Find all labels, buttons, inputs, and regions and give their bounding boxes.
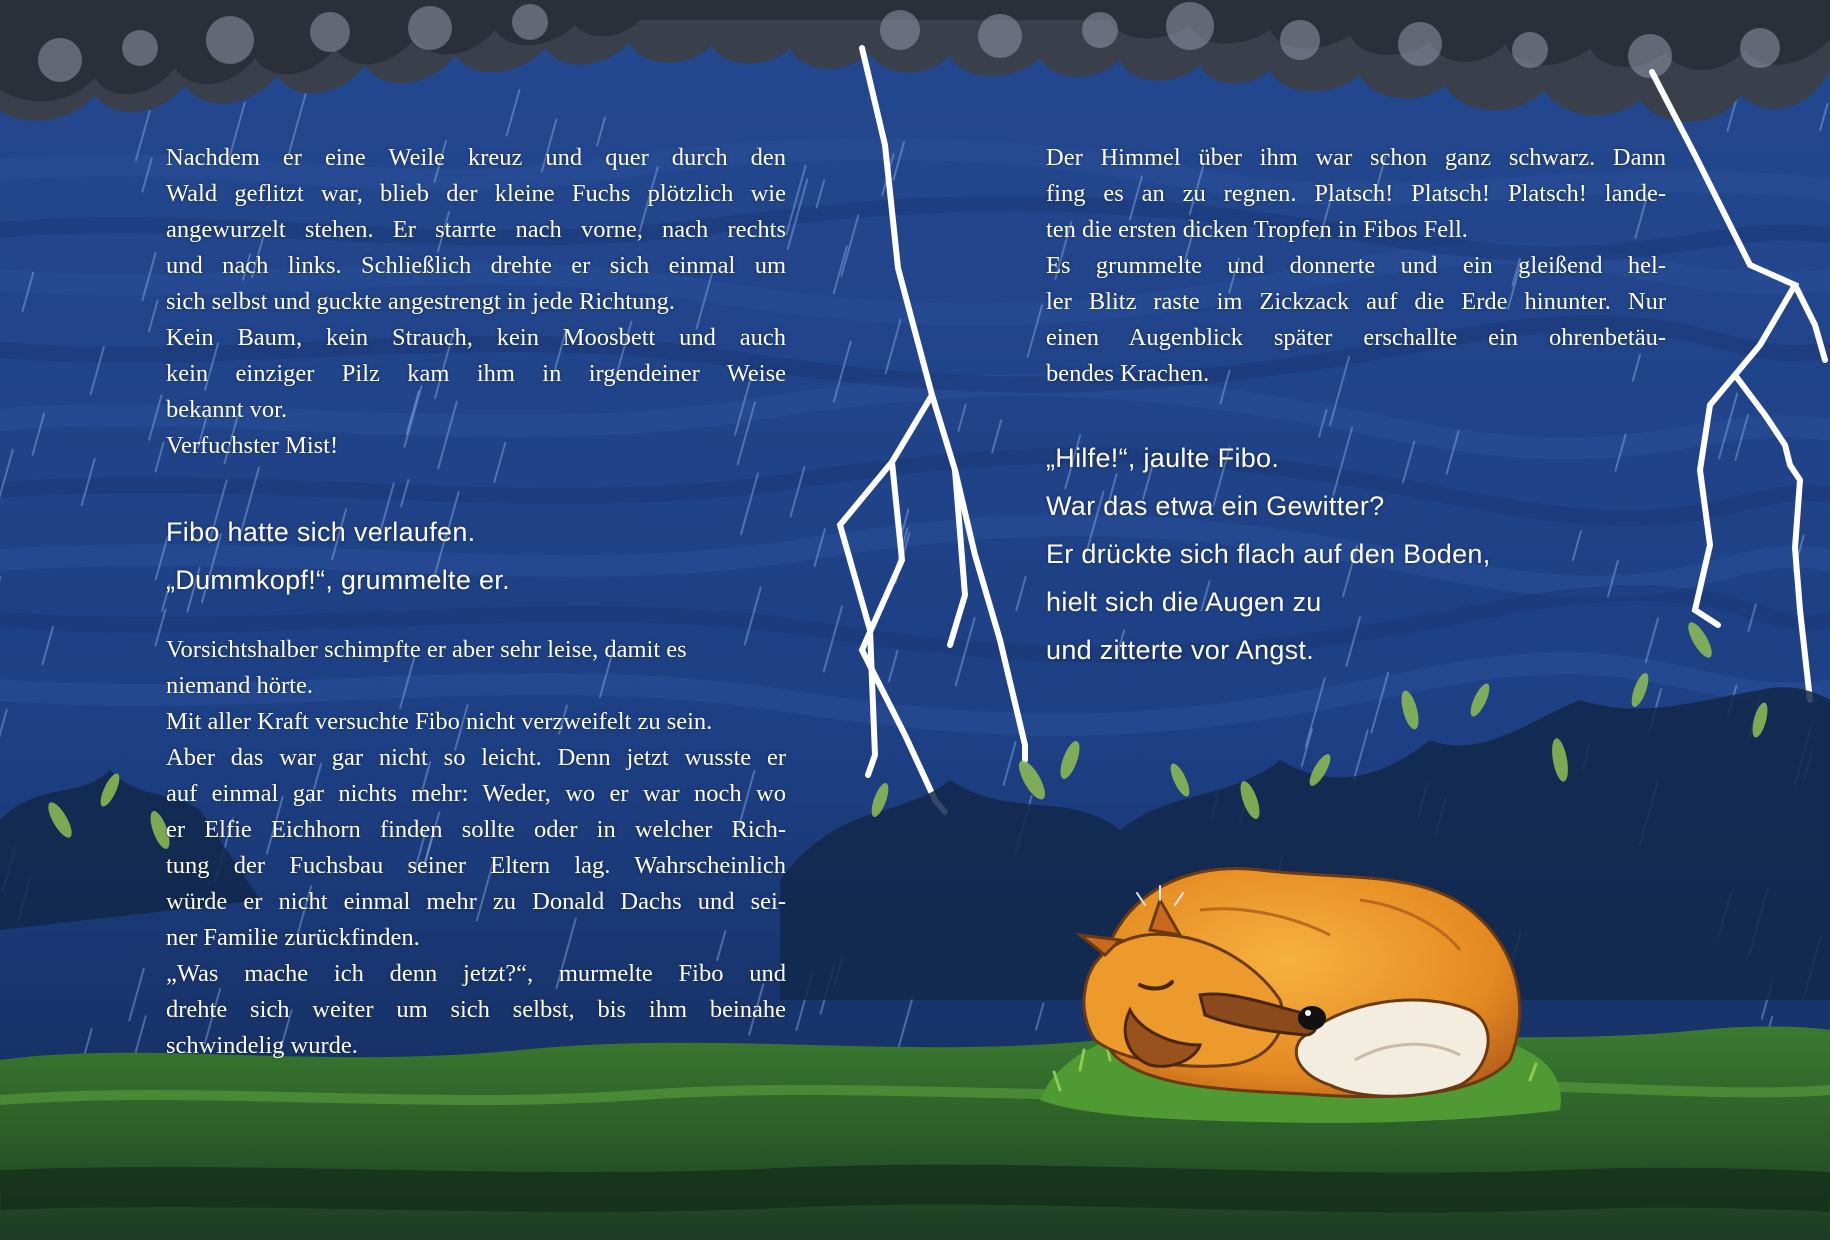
right-paragraph-1 — [1046, 140, 1666, 392]
text-line: „Hilfe!“, jaulte Fibo. — [1046, 443, 1280, 473]
text-line: ler Blitz raste im Zickzack auf die Erde hinunter. Nur — [1046, 288, 1666, 315]
text-line: drehte sich weiter um sich selbst, bis ihm beinahe — [166, 996, 786, 1023]
text-line: angewurzelt stehen. Er starrte nach vorne, nach rechts — [166, 216, 786, 243]
text-line: fing es an zu regnen. Platsch! Platsch! Platsch! lande- — [1046, 180, 1666, 207]
text-line: Verfuchster Mist! — [166, 432, 339, 459]
sleeping-fox — [1080, 868, 1520, 1096]
text-line: und nach links. Schließlich drehte er sich einmal um — [166, 252, 786, 279]
text-line: kein einziger Pilz kam ihm in irgendeiner Weise — [166, 360, 786, 387]
left-emphasis-text — [166, 508, 786, 604]
text-line: Wald geflitzt war, blieb der kleine Fuchs plötzlich wie — [166, 180, 786, 207]
text-line: Fibo hatte sich verlaufen. — [166, 517, 476, 547]
text-line: und zitterte vor Angst. — [1046, 635, 1315, 665]
text-line: ten die ersten dicken Tropfen in Fibos Fell. — [1046, 216, 1468, 243]
text-line: einen Augenblick später erschallte ein ohrenbetäu- — [1046, 324, 1666, 351]
text-line: Er drückte sich flach auf den Boden, — [1046, 539, 1491, 569]
text-line: hielt sich die Augen zu — [1046, 587, 1322, 617]
text-line: „Was mache ich denn jetzt?“, murmelte Fibo und — [166, 960, 786, 987]
right-emphasis-text — [1046, 434, 1666, 674]
text-line: Nachdem er eine Weile kreuz und quer durch den — [166, 144, 786, 171]
text-line: er Elfie Eichhorn finden sollte oder in welcher Rich- — [166, 816, 786, 843]
left-paragraph-1 — [166, 140, 786, 464]
text-line: Der Himmel über ihm war schon ganz schwarz. Dann — [1046, 144, 1666, 171]
text-line: niemand hörte. — [166, 672, 313, 699]
text-line: Vorsichtshalber schimpfte er aber sehr leise, damit es — [166, 636, 687, 663]
text-line: würde er nicht einmal mehr zu Donald Dachs und sei- — [166, 888, 786, 915]
text-line: tung der Fuchsbau seiner Eltern lag. Wahrscheinlich — [166, 852, 786, 879]
text-line: sich selbst und guckte angestrengt in jede Richtung. — [166, 288, 675, 315]
text-line: bekannt vor. — [166, 396, 288, 423]
left-paragraph-2 — [166, 632, 786, 1064]
text-line: schwindelig wurde. — [166, 1032, 358, 1059]
text-line: War das etwa ein Gewitter? — [1046, 491, 1385, 521]
text-line: Kein Baum, kein Strauch, kein Moosbett und auch — [166, 324, 786, 351]
text-line: bendes Krachen. — [1046, 360, 1210, 387]
text-line: auf einmal gar nichts mehr: Weder, wo er war noch wo — [166, 780, 786, 807]
text-line: ner Familie zurückfinden. — [166, 924, 420, 951]
text-line: „Dummkopf!“, grummelte er. — [166, 565, 510, 595]
text-line: Mit aller Kraft versuchte Fibo nicht verzweifelt zu sein. — [166, 708, 713, 735]
text-line: Aber das war gar nicht so leicht. Denn jetzt wusste er — [166, 744, 786, 771]
text-line: Es grummelte und donnerte und ein gleißend hel- — [1046, 252, 1666, 279]
